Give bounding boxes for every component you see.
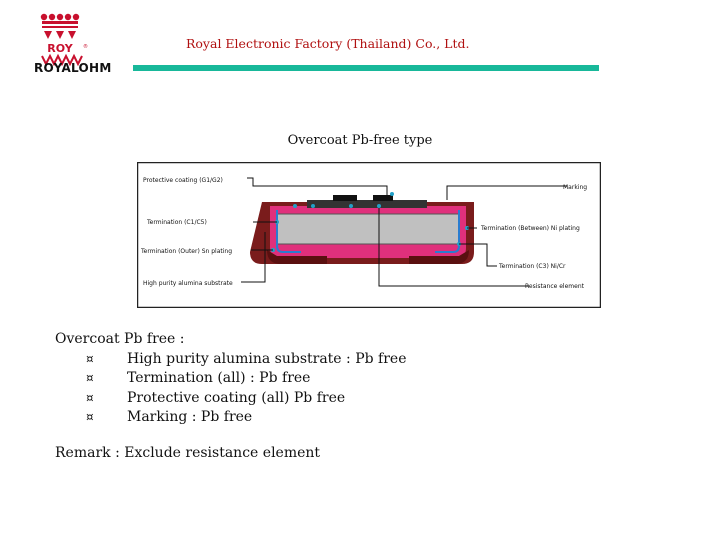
header-divider bbox=[133, 65, 599, 71]
label-substrate: High purity alumina substrate bbox=[143, 280, 233, 287]
pb-free-summary bbox=[55, 330, 406, 428]
label-termination-c3: Termination (C3) Ni/Cr bbox=[499, 263, 566, 270]
page-title: Overcoat Pb-free type bbox=[287, 133, 433, 148]
svg-text:®: ® bbox=[83, 44, 88, 50]
remark-text: Remark : Exclude resistance element bbox=[55, 445, 321, 461]
list-item bbox=[55, 389, 406, 409]
company-name: Royal Electronic Factory (Thailand) Co., Ltd. bbox=[186, 36, 470, 51]
logo-wordmark: ROYALOHM bbox=[34, 61, 112, 75]
list-item-text: Termination (all) : Pb free bbox=[127, 370, 311, 386]
svg-text:ROY: ROY bbox=[47, 42, 73, 55]
list-item bbox=[55, 369, 406, 389]
label-termination-between: Termination (Between) Ni plating bbox=[481, 225, 580, 232]
label-termination-outer: Termination (Outer) Sn plating bbox=[141, 248, 233, 255]
label-resistance-element: Resistance element bbox=[525, 283, 584, 290]
label-marking: Marking bbox=[563, 184, 588, 191]
bullet-icon: ¤ bbox=[86, 371, 94, 385]
list-item bbox=[55, 350, 406, 370]
label-termination-c1: Termination (C1/C5) bbox=[147, 219, 207, 226]
list-item-text: Marking : Pb free bbox=[127, 409, 253, 425]
label-protective-coating: Protective coating (G1/G2) bbox=[143, 177, 223, 184]
resistor-cross-section-diagram bbox=[137, 162, 601, 308]
list-item-text: High purity alumina substrate : Pb free bbox=[127, 350, 407, 367]
list-item bbox=[55, 408, 406, 428]
summary-heading: Overcoat Pb free : bbox=[55, 331, 185, 347]
bullet-icon: ¤ bbox=[86, 351, 94, 366]
bullet-icon: ¤ bbox=[86, 410, 94, 424]
list-item-text: Protective coating (all) Pb free bbox=[127, 389, 346, 406]
bullet-icon: ¤ bbox=[86, 390, 94, 405]
